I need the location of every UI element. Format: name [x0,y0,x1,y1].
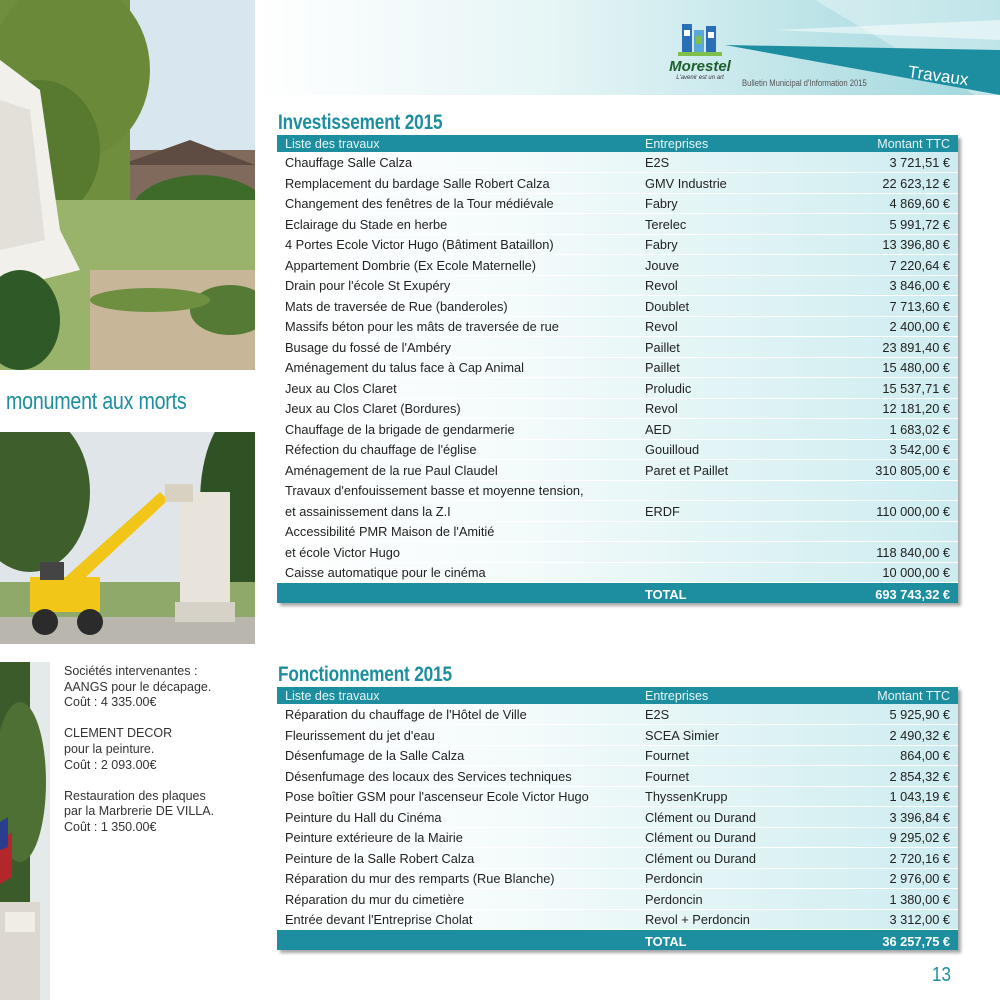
note-line: CLEMENT DECOR [64,726,173,741]
total-value: 36 257,75 € [827,930,958,950]
logo-emblem-icon [660,18,740,58]
cell-entreprise: SCEA Simier [637,725,827,746]
note-line: Restauration des plaques [64,788,206,803]
note-peinture [64,726,254,773]
cell-travaux: Peinture du Hall du Cinéma [277,807,637,828]
header-entreprises: Entreprises [637,135,827,152]
cell-entreprise: ERDF [637,501,827,522]
cell-entreprise: E2S [637,704,827,725]
table-row [277,542,958,563]
cell-montant: 110 000,00 € [827,501,958,522]
cell-travaux: Réfection du chauffage de l'église [277,439,637,460]
cell-travaux: Chauffage de la brigade de gendarmerie [277,419,637,440]
cell-travaux: Busage du fossé de l'Ambéry [277,337,637,358]
cell-entreprise: Perdoncin [637,889,827,910]
investissement-title: Investissement 2015 [278,111,443,134]
cell-entreprise: Revol [637,316,827,337]
cell-entreprise: ThyssenKrupp [637,786,827,807]
cell-entreprise: Doublet [637,296,827,317]
table-row [277,275,958,296]
cell-entreprise: Fournet [637,745,827,766]
table-row [277,357,958,378]
cell-montant: 1 043,19 € [827,786,958,807]
cell-travaux: Appartement Dombrie (Ex Ecole Maternelle) [277,255,637,276]
table-row [277,316,958,337]
investissement-section [277,111,958,603]
cell-travaux: Caisse automatique pour le cinéma [277,562,637,583]
table-row [277,521,958,542]
table-row [277,766,958,787]
bulletin-title: Bulletin Municipal d'Information 2015 [742,78,867,88]
note-line: Coût : 4 335.00€ [64,695,157,710]
cell-travaux: Réparation du mur des remparts (Rue Blanche) [277,868,637,889]
table-header-row [277,135,958,152]
cell-montant: 3 846,00 € [827,275,958,296]
table-row [277,501,958,522]
cell-entreprise: Clément ou Durand [637,848,827,869]
cell-montant: 15 537,71 € [827,378,958,399]
cell-travaux: Massifs béton pour les mâts de traversée de rue [277,316,637,337]
cell-montant: 7 713,60 € [827,296,958,317]
cell-travaux: Jeux au Clos Claret (Bordures) [277,398,637,419]
cell-travaux: Entrée devant l'Entreprise Cholat [277,909,637,930]
cell-entreprise: Terelec [637,214,827,235]
cell-travaux: Jeux au Clos Claret [277,378,637,399]
cell-montant: 864,00 € [827,745,958,766]
table-row [277,868,958,889]
cell-travaux: Changement des fenêtres de la Tour médiévale [277,193,637,214]
monument-park-photo [0,0,255,370]
table-row [277,152,958,173]
cell-travaux: Aménagement du talus face à Cap Animal [277,357,637,378]
monument-title: monument aux morts [6,388,187,415]
cell-travaux: Réparation du chauffage de l'Hôtel de Ville [277,704,637,725]
cell-montant: 2 490,32 € [827,725,958,746]
header-montant: Montant TTC [827,687,958,704]
total-label: TOTAL [637,930,827,950]
cell-travaux: Peinture extérieure de la Mairie [277,827,637,848]
cell-montant: 10 000,00 € [827,562,958,583]
cell-montant: 2 854,32 € [827,766,958,787]
cell-entreprise: Revol + Perdoncin [637,909,827,930]
cell-montant: 2 720,16 € [827,848,958,869]
note-line: AANGS pour le décapage. [64,679,212,694]
table-row [277,745,958,766]
cell-montant: 7 220,64 € [827,255,958,276]
morestel-logo [660,18,740,94]
cell-travaux: 4 Portes Ecole Victor Hugo (Bâtiment Bataillon) [277,234,637,255]
fonctionnement-section [277,663,958,950]
cell-travaux: Réparation du mur du cimetière [277,889,637,910]
table-row [277,193,958,214]
monument-flag-photo [0,662,50,1000]
cell-montant: 3 396,84 € [827,807,958,828]
cell-travaux: Peinture de la Salle Robert Calza [277,848,637,869]
cell-entreprise [637,521,827,542]
cell-travaux: Eclairage du Stade en herbe [277,214,637,235]
note-line: par la Marbrerie DE VILLA. [64,804,215,819]
cell-montant [827,521,958,542]
table-row [277,827,958,848]
cell-entreprise: Paret et Paillet [637,460,827,481]
cell-montant: 118 840,00 € [827,542,958,563]
table-row [277,337,958,358]
fonctionnement-title: Fonctionnement 2015 [278,663,452,686]
cell-montant: 5 925,90 € [827,704,958,725]
note-decapage [64,664,254,711]
cell-entreprise: Revol [637,275,827,296]
cell-entreprise [637,542,827,563]
header-travaux: Liste des travaux [277,135,637,152]
total-spacer [277,583,637,603]
cell-entreprise: Paillet [637,357,827,378]
table-row [277,480,958,501]
cell-travaux: Remplacement du bardage Salle Robert Calza [277,173,637,194]
cell-montant: 15 480,00 € [827,357,958,378]
cell-entreprise [637,480,827,501]
header-travaux: Liste des travaux [277,687,637,704]
cell-entreprise: Clément ou Durand [637,827,827,848]
table-row [277,725,958,746]
cell-entreprise: Fournet [637,766,827,787]
cell-travaux: Désenfumage des locaux des Services techniques [277,766,637,787]
cell-montant: 310 805,00 € [827,460,958,481]
cell-entreprise: Perdoncin [637,868,827,889]
note-line: Sociétés intervenantes : [64,664,198,678]
total-value: 693 743,32 € [827,583,958,603]
table-header-row [277,687,958,704]
cell-montant [827,480,958,501]
cell-travaux: Pose boîtier GSM pour l'ascenseur Ecole Victor Hugo [277,786,637,807]
cell-travaux: Aménagement de la rue Paul Claudel [277,460,637,481]
table-row [277,786,958,807]
table-row [277,173,958,194]
aerial-lift-photo [0,432,255,644]
investissement-table [277,135,958,603]
table-row [277,889,958,910]
logo-name: Morestel [669,58,731,75]
table-row [277,848,958,869]
note-line: pour la peinture. [64,741,155,756]
table-row [277,214,958,235]
cell-travaux: Mats de traversée de Rue (banderoles) [277,296,637,317]
table-row [277,255,958,276]
table-row [277,704,958,725]
table-row [277,439,958,460]
cell-entreprise: Clément ou Durand [637,807,827,828]
cell-montant: 9 295,02 € [827,827,958,848]
cell-travaux: Travaux d'enfouissement basse et moyenne tension, [277,480,637,501]
note-line: Coût : 1 350.00€ [64,819,157,834]
cell-montant: 23 891,40 € [827,337,958,358]
cell-travaux: Accessibilité PMR Maison de l'Amitié [277,521,637,542]
cell-entreprise: Fabry [637,193,827,214]
total-row [277,583,958,603]
cell-entreprise: Fabry [637,234,827,255]
cell-entreprise: Proludic [637,378,827,399]
total-row [277,930,958,950]
cell-montant: 1 683,02 € [827,419,958,440]
cell-entreprise: AED [637,419,827,440]
cell-travaux: Désenfumage de la Salle Calza [277,745,637,766]
cell-montant: 4 869,60 € [827,193,958,214]
table-row [277,398,958,419]
cell-montant: 22 623,12 € [827,173,958,194]
cell-entreprise: E2S [637,152,827,173]
cell-montant: 3 721,51 € [827,152,958,173]
cell-montant: 3 312,00 € [827,909,958,930]
cell-travaux: Chauffage Salle Calza [277,152,637,173]
cell-travaux: et assainissement dans la Z.I [277,501,637,522]
cell-entreprise: GMV Industrie [637,173,827,194]
cell-montant: 2 400,00 € [827,316,958,337]
header-entreprises: Entreprises [637,687,827,704]
table-row [277,234,958,255]
cell-montant: 12 181,20 € [827,398,958,419]
cell-entreprise: Gouilloud [637,439,827,460]
table-row [277,378,958,399]
table-row [277,807,958,828]
cell-montant: 1 380,00 € [827,889,958,910]
cell-travaux: Fleurissement du jet d'eau [277,725,637,746]
cell-entreprise [637,562,827,583]
fonctionnement-table [277,687,958,950]
total-spacer [277,930,637,950]
table-row [277,562,958,583]
cell-entreprise: Paillet [637,337,827,358]
cell-montant: 5 991,72 € [827,214,958,235]
cell-montant: 13 396,80 € [827,234,958,255]
note-line: Coût : 2 093.00€ [64,757,157,772]
contractor-notes [64,664,254,851]
total-label: TOTAL [637,583,827,603]
cell-entreprise: Jouve [637,255,827,276]
table-row [277,419,958,440]
cell-travaux: et école Victor Hugo [277,542,637,563]
header-montant: Montant TTC [827,135,958,152]
cell-travaux: Drain pour l'école St Exupéry [277,275,637,296]
header-band [255,0,1000,95]
cell-montant: 3 542,00 € [827,439,958,460]
page-number: 13 [932,964,951,986]
section-tag: Travaux [906,62,970,90]
note-plaques [64,789,254,836]
cell-entreprise: Revol [637,398,827,419]
logo-tagline: L'avenir est un art [676,75,724,81]
table-row [277,909,958,930]
table-row [277,296,958,317]
cell-montant: 2 976,00 € [827,868,958,889]
table-row [277,460,958,481]
